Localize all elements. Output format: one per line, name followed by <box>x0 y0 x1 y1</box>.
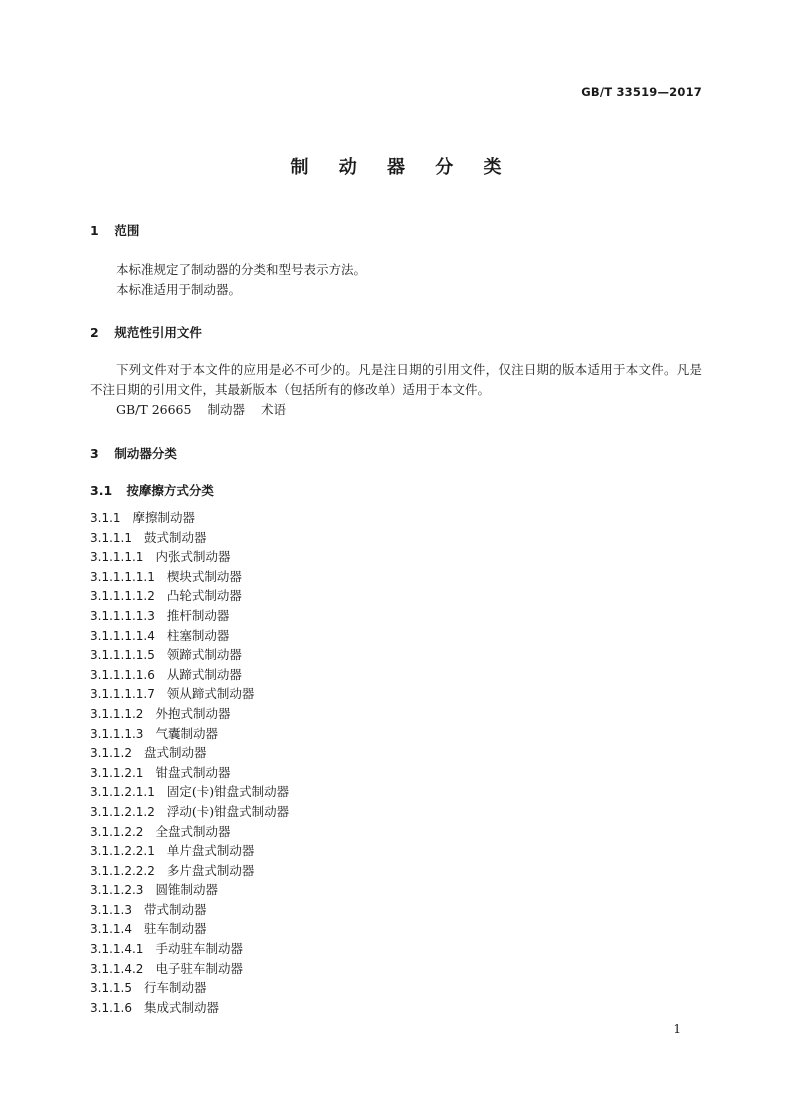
clause-number: 3.1.1.1.1.6 <box>90 667 155 682</box>
list-item <box>90 567 289 587</box>
list-item <box>90 959 289 979</box>
clause-number: 3.1.1.2.1 <box>90 765 144 780</box>
clause-label: 单片盘式制动器 <box>166 843 255 859</box>
reference-title-part-1: 制动器 <box>207 402 245 417</box>
clause-number: 3.1.1.1.1 <box>90 550 144 565</box>
clause-number: 3.1.1.1.1.4 <box>90 628 155 643</box>
clause-number: 3.1.1.6 <box>90 1000 132 1015</box>
clause-label: 内张式制动器 <box>155 549 231 565</box>
clause-number: 3.1.1.1.1.5 <box>90 648 155 663</box>
clause-label: 摩擦制动器 <box>132 510 196 525</box>
list-item <box>90 704 289 724</box>
clause-number: 3.1.1.2.1.2 <box>90 804 155 819</box>
clause-number: 3.1.1.4.2 <box>90 961 144 976</box>
section-title: 制动器分类 <box>114 446 177 461</box>
clause-label: 集成式制动器 <box>143 999 219 1015</box>
normative-reference <box>90 400 702 420</box>
clause-label: 鼓式制动器 <box>143 529 207 545</box>
section-title: 范围 <box>114 223 140 238</box>
list-item <box>90 684 289 704</box>
section-3-1-heading <box>90 481 214 499</box>
reference-code: GB/T 26665 <box>116 402 192 417</box>
clause-number: 3.1.1.1.2 <box>90 706 144 721</box>
list-item <box>90 606 289 626</box>
clause-number: 3.1.1.1.1.2 <box>90 589 155 604</box>
clause-label: 楔块式制动器 <box>166 568 242 584</box>
list-item <box>90 586 289 606</box>
clause-number: 3.1.1.5 <box>90 981 132 996</box>
clause-number: 3.1.1.4 <box>90 922 132 937</box>
clause-label: 手动驻车制动器 <box>155 941 243 957</box>
list-item <box>90 900 289 920</box>
clause-label: 电子驻车制动器 <box>155 960 243 976</box>
clause-label: 盘式制动器 <box>143 745 207 761</box>
section-title: 按摩擦方式分类 <box>126 483 214 498</box>
clause-number: 3.1.1.2.2 <box>90 824 144 839</box>
clause-number: 3.1.1 <box>90 511 121 525</box>
clause-number: 3.1.1.1.3 <box>90 726 144 741</box>
clause-label: 外抱式制动器 <box>155 705 231 721</box>
clause-number: 3.1.1.1.1.7 <box>90 687 155 702</box>
section-number: 1 <box>90 223 99 238</box>
section-3-heading <box>90 444 177 462</box>
clause-number: 3.1.1.1.1.3 <box>90 608 155 623</box>
clause-label: 圆锥制动器 <box>155 882 218 898</box>
clause-label: 气囊制动器 <box>155 725 218 741</box>
clause-number: 3.1.1.3 <box>90 902 132 917</box>
clause-label: 领蹄式制动器 <box>166 647 242 663</box>
paragraph: 下列文件对于本文件的应用是必不可少的。凡是注日期的引用文件，仅注日期的版本适用于本文件。凡是不注日期的引用文件，其最新版本（包括所有的修改单）适用于本文件。 <box>90 362 702 397</box>
list-item <box>90 802 289 822</box>
list-item <box>90 724 289 744</box>
list-item <box>90 665 289 685</box>
clause-label: 驻车制动器 <box>143 921 207 937</box>
list-item <box>90 880 289 900</box>
list-item <box>90 939 289 959</box>
section-title: 规范性引用文件 <box>114 325 202 340</box>
classification-list <box>90 508 289 1017</box>
list-item <box>90 763 289 783</box>
list-item <box>90 508 289 528</box>
list-item <box>90 822 289 842</box>
clause-number: 3.1.1.4.1 <box>90 942 144 957</box>
clause-label: 固定(卡)钳盘式制动器 <box>166 784 290 800</box>
list-item <box>90 919 289 939</box>
document-title: 制 动 器 分 类 <box>290 157 514 178</box>
section-number: 2 <box>90 325 99 340</box>
section-2-body <box>90 360 702 420</box>
clause-number: 3.1.1.2 <box>90 746 132 761</box>
clause-label: 推杆制动器 <box>166 607 230 623</box>
section-2-heading <box>90 323 202 341</box>
section-number: 3.1 <box>90 483 113 498</box>
clause-label: 从蹄式制动器 <box>166 666 242 682</box>
clause-label: 领从蹄式制动器 <box>166 686 255 702</box>
clause-number: 3.1.1.2.3 <box>90 883 144 898</box>
clause-number: 3.1.1.1.1.1 <box>90 569 155 584</box>
clause-label: 浮动(卡)钳盘式制动器 <box>166 803 290 819</box>
list-item <box>90 782 289 802</box>
clause-label: 柱塞制动器 <box>166 627 230 643</box>
clause-number: 3.1.1.1 <box>90 530 132 545</box>
clause-label: 全盘式制动器 <box>155 823 231 839</box>
standard-number: GB/T 33519—2017 <box>581 85 702 99</box>
clause-label: 凸轮式制动器 <box>166 588 242 604</box>
clause-label: 多片盘式制动器 <box>166 862 255 878</box>
list-item <box>90 626 289 646</box>
clause-label: 带式制动器 <box>143 901 207 917</box>
section-1-body <box>90 260 702 300</box>
clause-label: 钳盘式制动器 <box>155 764 231 780</box>
list-item <box>90 841 289 861</box>
paragraph: 本标准适用于制动器。 <box>116 282 242 297</box>
reference-title-part-2: 术语 <box>260 402 286 417</box>
list-item <box>90 998 289 1018</box>
list-item <box>90 528 289 548</box>
page-number: 1 <box>673 1022 681 1036</box>
list-item <box>90 645 289 665</box>
list-item <box>90 978 289 998</box>
list-item <box>90 547 289 567</box>
list-item <box>90 861 289 881</box>
paragraph: 本标准规定了制动器的分类和型号表示方法。 <box>116 262 367 277</box>
clause-label: 行车制动器 <box>143 980 207 996</box>
list-item <box>90 743 289 763</box>
clause-number: 3.1.1.2.1.1 <box>90 785 155 800</box>
section-1-heading <box>90 221 139 239</box>
clause-number: 3.1.1.2.2.1 <box>90 844 155 859</box>
section-number: 3 <box>90 446 99 461</box>
clause-number: 3.1.1.2.2.2 <box>90 863 155 878</box>
